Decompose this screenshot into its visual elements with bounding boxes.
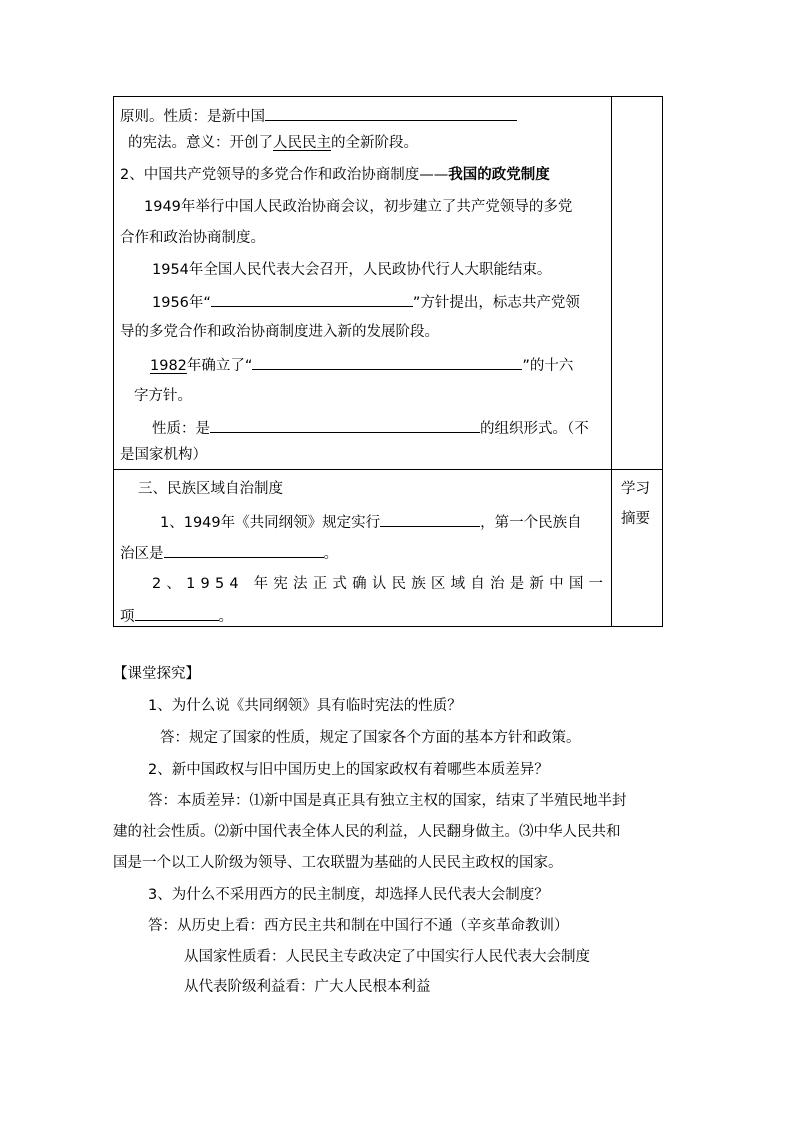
- row-divider: [114, 469, 662, 470]
- upper-line-4: 1949年举行中国人民政治协商会议，初步建立了共产党领导的多党: [144, 199, 573, 215]
- upper-line-9-post: ”的十六: [522, 358, 574, 374]
- fill-blank[interactable]: [252, 354, 522, 370]
- fill-blank[interactable]: [265, 105, 517, 121]
- answer-2-line-1: 答：本质差异：⑴新中国是真正具有独立主权的国家，结束了半殖民地半封: [148, 793, 627, 809]
- upper-line-9-mid: 年确立了“: [186, 358, 253, 374]
- answer-3-line-1: 答：从历史上看：西方民主共和制在中国行不通（辛亥革命教训）: [148, 918, 569, 934]
- section-heading: 三、民族区域自治制度: [138, 481, 283, 497]
- upper-line-8: 导的多党合作和政治协商制度进入新的发展阶段。: [120, 324, 439, 340]
- lower-line-2-pre: 治区是: [120, 546, 164, 562]
- question-1: 1、为什么说《共同纲领》具有临时宪法的性质？: [148, 698, 462, 714]
- upper-line-3: [120, 165, 550, 185]
- upper-line-11-post: 的组织形式。（不: [480, 421, 589, 437]
- column-divider: [611, 97, 612, 626]
- answer-3-line-3: 从代表阶级利益看：广大人民根本利益: [184, 979, 431, 995]
- underlined-year: 1982: [150, 358, 187, 374]
- upper-line-9: [150, 354, 573, 376]
- lower-line-1: [160, 511, 582, 533]
- answer-1: 答：规定了国家的性质，规定了国家各个方面的基本方针和政策。: [160, 730, 581, 746]
- upper-line-7-post: ”方针提出，标志共产党领: [412, 295, 580, 311]
- upper-line-1: [120, 105, 517, 127]
- lower-line-4: [120, 605, 233, 627]
- upper-line-11-pre: 性质：是: [152, 421, 210, 437]
- lower-line-2-post: 。: [323, 546, 338, 562]
- lower-line-4-pre: 项: [120, 609, 135, 625]
- question-3: 3、为什么不采用西方的民主制度，却选择人民代表大会制度？: [148, 887, 549, 903]
- fill-blank[interactable]: [380, 511, 480, 527]
- side-label-summary: 摘要: [621, 511, 650, 527]
- side-label-study: 学习: [621, 481, 650, 497]
- lower-line-4-post: 。: [218, 609, 233, 625]
- fill-blank[interactable]: [211, 291, 413, 307]
- fill-blank[interactable]: [164, 542, 324, 558]
- lower-line-3: 2、1954 年宪法正式确认民族区域自治是新中国一: [152, 576, 609, 592]
- answer-2-line-2: 建的社会性质。⑵新中国代表全体人民的利益，人民翻身做主。⑶中华人民共和: [113, 824, 621, 840]
- upper-line-3-pre: 2、中国共产党领导的多党合作和政治协商制度——: [120, 167, 449, 183]
- upper-line-2-post: 的全新阶段。: [331, 135, 418, 151]
- upper-line-2: [128, 133, 418, 153]
- upper-line-10: 字方针。: [134, 388, 192, 404]
- question-2: 2、新中国政权与旧中国历史上的国家政权有着哪些本质差异？: [148, 762, 549, 778]
- lower-line-1-pre: 1、1949年《共同纲领》规定实行: [160, 515, 381, 531]
- notes-table: [113, 96, 663, 627]
- upper-line-6: 1954年全国人民代表大会召开，人民政协代行人大职能结束。: [152, 262, 552, 278]
- underlined-term: 人民民主: [273, 135, 331, 151]
- answer-3-line-2: 从国家性质看：人民民主专政决定了中国实行人民代表大会制度: [184, 949, 590, 965]
- upper-line-5: 合作和政治协商制度。: [120, 230, 265, 246]
- upper-line-2-pre: 的宪法。意义：开创了: [128, 135, 273, 151]
- upper-line-1-text: 原则。性质：是新中国: [120, 109, 265, 125]
- bold-term: 我国的政党制度: [448, 167, 550, 183]
- inquiry-title: 【课堂探究】: [113, 666, 200, 682]
- fill-blank[interactable]: [210, 417, 480, 433]
- upper-line-7: [152, 291, 580, 313]
- upper-line-7-pre: 1956年“: [152, 295, 211, 311]
- lower-line-1-post: ，第一个民族自: [480, 515, 582, 531]
- answer-2-line-3: 国是一个以工人阶级为领导、工农联盟为基础的人民民主政权的国家。: [113, 855, 563, 871]
- fill-blank[interactable]: [135, 605, 219, 621]
- lower-line-2: [120, 542, 338, 564]
- upper-line-11: [152, 417, 589, 439]
- upper-line-12: 是国家机构）: [120, 447, 207, 463]
